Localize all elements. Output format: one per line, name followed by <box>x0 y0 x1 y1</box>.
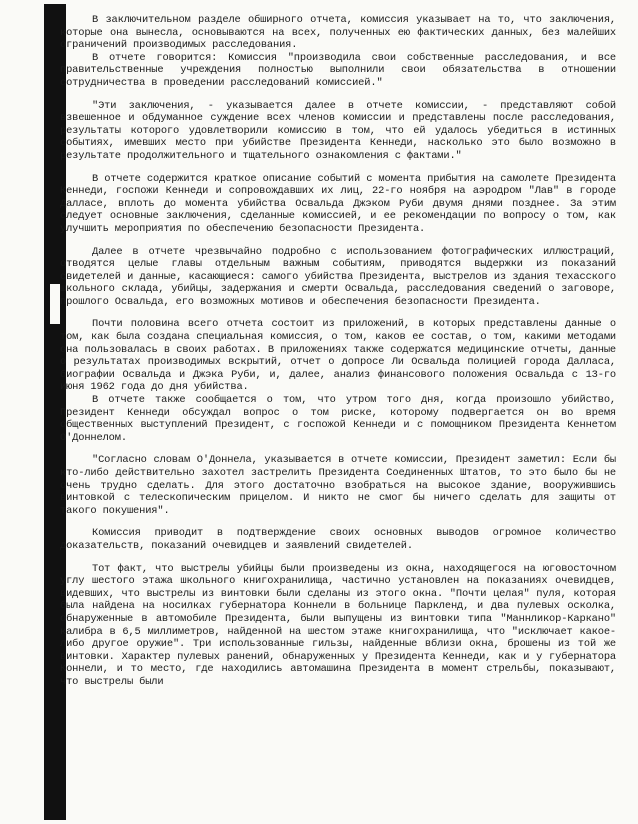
paragraph-3: "Эти заключения, - указывается далее в отчете комиссии, - представляют собой взвешенное и обдуманное суждение всех членов комиссии и представлены после расследования, результаты которого удовлетворили комиссию в том, что ей удалось убедиться в истинных событиях, имевших место при убийстве Президента Кеннеди, насколько это было возможно в результате продолжительного и тщательного ознакомления с фактами." <box>60 99 616 162</box>
document-text <box>60 14 616 689</box>
paragraph-10: Тот факт, что выстрелы убийцы были произведены из окна, находящегося на юговосточном углу шестого этажа школьного книгохранилища, частично установлен на показаниях очевидцев, видевших, что выстрелы из винтовки были сделаны из этого окна. "Почти целая" пуля, которая была найдена на носилках губернатора Коннели в больнице Паркленд, и два пулевых осколка, обнаруженные в автомобиле Президента, были выпущены из винтовки типа "Маннликор-Каркано" калибра в 6,5 миллиметров, найденной на шестом этаже книгохранилища, что "исключает какое-либо другое оружие". Три использованные гильзы, найденные вблизи окна, брошены из той же винтовки. Характер пулевых ранений, обнаруженных у Президента Кеннеди, как и у губернатора Коннели, и то место, где находились автомашина Президента в момент стрельбы, показывают, что выстрелы были <box>60 562 616 688</box>
paragraph-6: Почти половина всего отчета состоит из приложений, в которых представлены данные о том, как была создана специальная комиссия, о том, каков ее состав, о том, какими методами она пользовалась в своих работах. В приложениях также содержатся медицинские отчеты, данные о результатах производимых вскрытий, отчет о допросе Ли Освальда полицией города Далласа, биографии Освальда и Джэка Руби, и, далее, анализ финансового положения Освальда с 13-го июня 1962 года до дня убийства. <box>60 318 616 394</box>
paragraph-1: В заключительном разделе обширного отчета, комиссия указывает на то, что заключения, которые она вынесла, основываются на всех, полученных ею фактических данных, без малейших ограничений производимых расследования. <box>60 14 616 52</box>
paragraph-5: Далее в отчете чрезвычайно подробно с использованием фотографических иллюстраций, отводятся целые главы отдельным важным событиям, приводятся выдержки из показаний свидетелей и данные, касающиеся: самого убийства Президента, выстрелов из здания техасского школьного склада, убийцы, задержания и смерти Освальда, расследования сведений о заговоре, прошлого Освальда, его возможных мотивов и обеспечения безопасности Президента. <box>60 245 616 308</box>
paragraph-4: В отчете содержится краткое описание событий с момента прибытия на самолете Президента Кеннеди, госпожи Кеннеди и сопровождавших их лиц, 22-го ноября на аэродром "Лав" в городе Далласе, вплоть до момента убийства Освальда Джэком Руби двумя днями позднее. За этим следует основные заключения, сделанные комиссией, и ее рекомендации по вопросу о том, как улучшить мероприятия по обеспечению безопасности Президента. <box>60 172 616 235</box>
paragraph-2: В отчете говорится: Комиссия "производила свои собственные расследования, и все правительственные учреждения полностью выполнили свои обязательства в отношении сотрудничества в проведении расследований комиссией." <box>60 51 616 89</box>
paragraph-9: Комиссия приводит в подтверждение своих основных выводов огромное количество доказательств, показаний очевидцев и заявлений свидетелей. <box>60 527 616 552</box>
paragraph-8: "Согласно словам О'Доннела, указывается в отчете комиссии, Президент заметил: Если бы кто-либо действительно захотел застрелить Президента Соединенных Штатов, то это было бы не очень трудно сделать. Для этого достаточно взобраться на высокое здание, вооружившись винтовкой с телескопическим прицелом. И никто не смог бы ничего сделать для защиты от такого покушения". <box>60 454 616 517</box>
paragraph-7: В отчете также сообщается о том, что утром того дня, когда произошло убийство, Президент Кеннеди обсуждал вопрос о том риске, которому подвергается он во время общественных выступлений Президент, с госпожой Кеннеди и с помощником Президента Кеннетом О'Доннелом. <box>60 394 616 444</box>
